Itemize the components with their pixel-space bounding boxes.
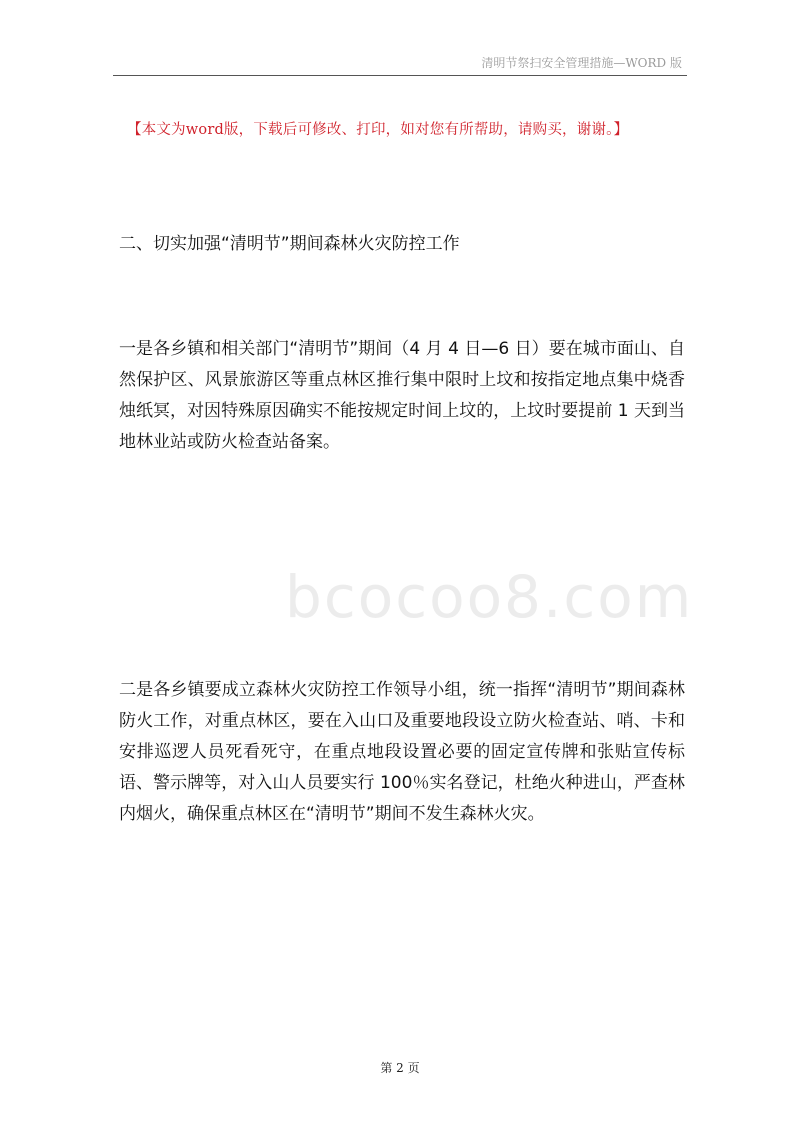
header-title: 清明节祭扫安全管理措施—WORD 版 <box>481 56 682 70</box>
paragraph-1: 一是各乡镇和相关部门“清明节”期间（4 月 4 日—6 日）要在城市面山、自然保护区、风景旅游区等重点林区推行集中限时上坟和按指定地点集中烧香烛纸冥，对因特殊原因确实不能按规定时间上坟的，上坟时要提前 1 天到当地林业站或防火检查站备案。 <box>119 339 685 452</box>
watermark: bcocoo8.com <box>285 563 694 631</box>
section-heading: 二、切实加强“清明节”期间森林火灾防控工作 <box>119 234 460 254</box>
header-divider <box>113 75 687 76</box>
page-number: 第 2 页 <box>380 1061 420 1075</box>
paragraph-2: 二是各乡镇要成立森林火灾防控工作领导小组，统一指挥“清明节”期间森林防火工作，对重点林区，要在入山口及重要地段设立防火检查站、哨、卡和安排巡逻人员死看死守，在重点地段设置必要的固定宣传牌和张贴宣传标语、警示牌等，对入山人员要实行 100％实名登记，杜绝火种进山，严查林内烟火，确保重点林区在“清明节”期间不发生森林火灾。 <box>119 680 685 824</box>
download-notice: 【本文为word版，下载后可修改、打印，如对您有所帮助，请购买，谢谢。】 <box>127 122 629 138</box>
